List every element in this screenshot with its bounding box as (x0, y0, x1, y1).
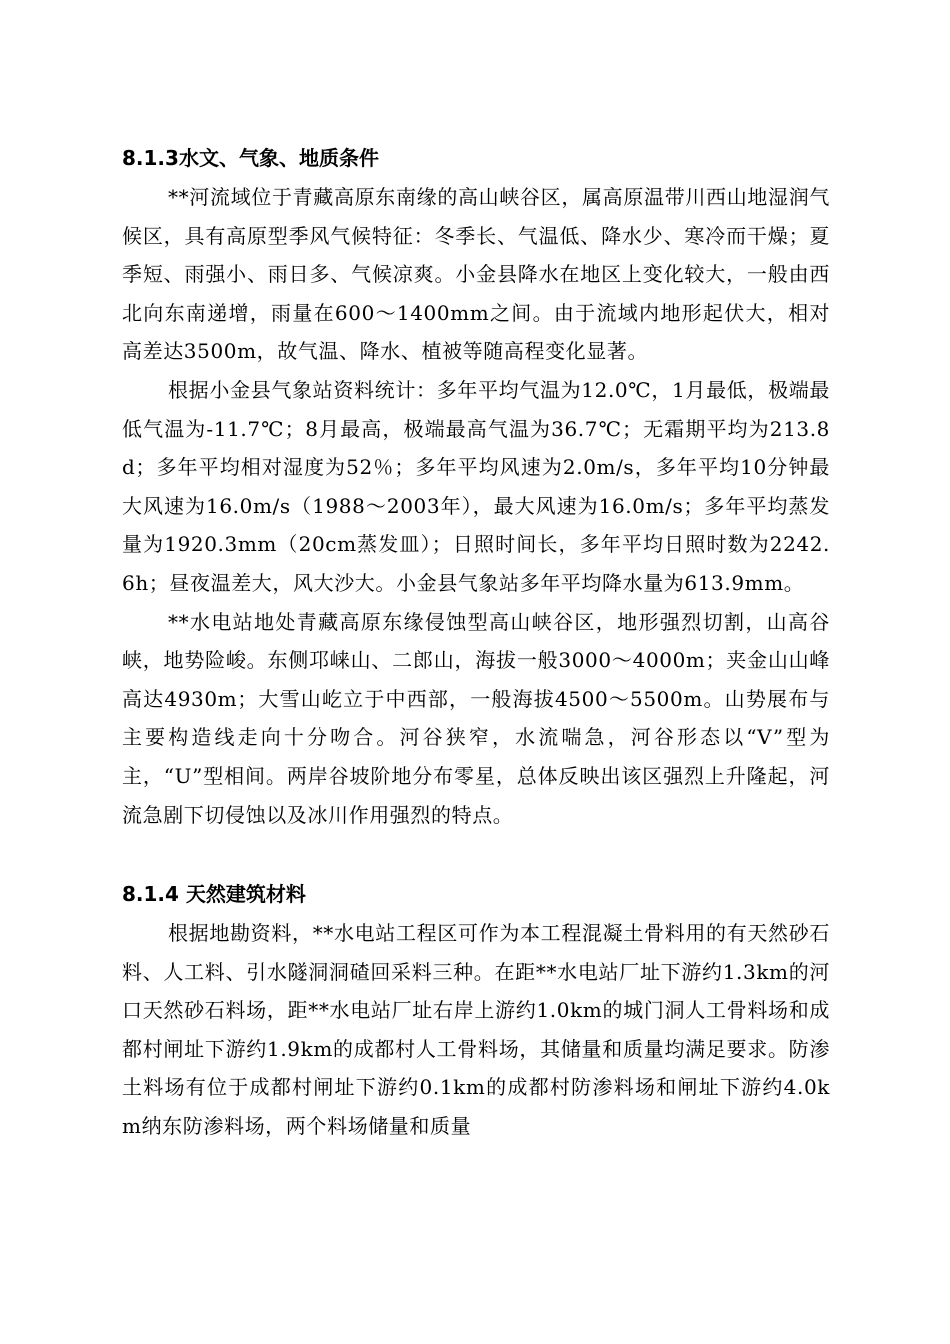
section-heading-materials: 8.1.4 天然建筑材料 (122, 882, 306, 907)
paragraph-hydrology-overview: **河流域位于青藏高原东南缘的高山峡谷区，属高原温带川西山地湿润气候区，具有高原型季风气候特征：冬季长、气温低、降水少、寒冷而干燥；夏季短、雨强小、雨日多、气候凉爽。小金县降水在地区上变化较大，一般由西北向东南递增，雨量在600～1400mm之间。由于流域内地形起伏大，相对高差达3500m，故气温、降水、植被等随高程变化显著。 (122, 185, 830, 364)
paragraph-materials-overview: 根据地勘资料，**水电站工程区可作为本工程混凝土骨料用的有天然砂石料、人工料、引水隧洞洞碴回采料三种。在距**水电站厂址下游约1.3km的河口天然砂石料场，距**水电站厂址右岸上游约1.0km的城门洞人工骨料场和成都村闸址下游约1.9km的成都村人工骨料场，其储量和质量均满足要求。防渗土料场有位于成都村闸址下游约0.1km的成都村防渗料场和闸址下游约4.0km纳东防渗料场，两个料场储量和质量 (122, 921, 830, 1139)
section-heading-hydrology: 8.1.3水文、气象、地质条件 (122, 146, 379, 170)
section-spacer (122, 834, 830, 874)
document-body (122, 138, 830, 1146)
paragraph-geology-terrain: **水电站地处青藏高原东缘侵蚀型高山峡谷区，地形强烈切割，山高谷峡，地势险峻。东侧邛崃山、二郎山，海拔一般3000～4000m；夹金山山峰高达4930m；大雪山屹立于中西部，一般海拔4500～5500m。山势展布与主要构造线走向十分吻合。河谷狭窄，水流喘急，河谷形态以“V”型为主，“U”型相间。两岸谷坡阶地分布零星，总体反映出该区强烈上升隆起，河流急剧下切侵蚀以及冰川作用强烈的特点。 (122, 609, 830, 827)
paragraph-meteorology-statistics: 根据小金县气象站资料统计：多年平均气温为12.0℃，1月最低，极端最低气温为-11.7℃；8月最高，极端最高气温为36.7℃；无霜期平均为213.8d；多年平均相对湿度为52％；多年平均风速为2.0m/s，多年平均10分钟最大风速为16.0m/s（1988～2003年），最大风速为16.0m/s；多年平均蒸发量为1920.3mm（20cm蒸发皿）；日照时间长，多年平均日照时数为2242.6h；昼夜温差大，风大沙大。小金县气象站多年平均降水量为613.9mm。 (122, 377, 830, 595)
